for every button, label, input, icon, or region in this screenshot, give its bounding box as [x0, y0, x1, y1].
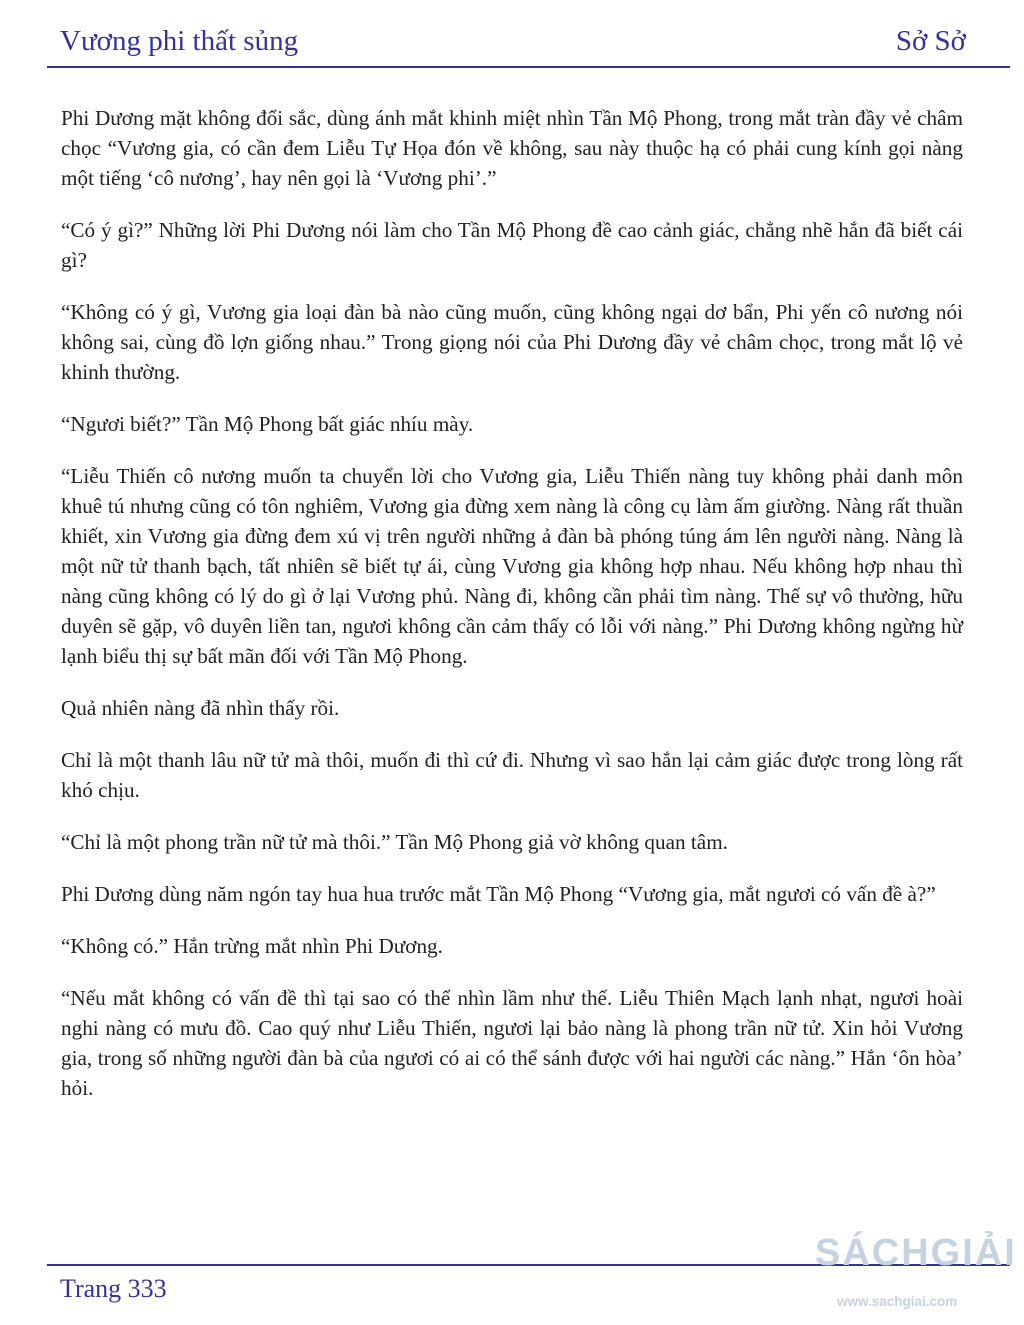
paragraph: “Có ý gì?” Những lời Phi Dương nói làm cho Tần Mộ Phong đề cao cảnh giác, chẳng nhẽ hắn đã biết cái gì? [61, 218, 963, 272]
paragraph: “Ngươi biết?” Tần Mộ Phong bất giác nhíu mày. [61, 412, 474, 436]
paragraph: “Nếu mắt không có vấn đề thì tại sao có thể nhìn lầm như thế. Liễu Thiên Mạch lạnh nhạt, ngươi hoài nghi nàng có mưu đồ. Cao quý như Liễu Thiến, ngươi lại bảo nàng là phong trần nữ tử. Xin hỏi Vương gia, trong số những người đàn bà của ngươi có ai có thể sánh được với hai người các nàng.” Hắn ‘ôn hòa’ hỏi. [61, 986, 963, 1100]
paragraph: “Liễu Thiến cô nương muốn ta chuyển lời cho Vương gia, Liễu Thiến nàng tuy không phải danh môn khuê tú nhưng cũng có tôn nghiêm, Vương gia đừng xem nàng là công cụ làm ấm giường. Nàng rất thuần khiết, xin Vương gia đừng đem xú vị trên người những ả đàn bà phóng túng ám lên người nàng. Nàng là một nữ tử thanh bạch, tất nhiên sẽ biết tự ái, cùng Vương gia không hợp nhau. Nếu không hợp nhau thì nàng cũng không có lý do gì ở lại Vương phủ. Nàng đi, không cần phải tìm nàng. Thế sự vô thường, hữu duyên sẽ gặp, vô duyên liền tan, ngươi không cần cảm thấy có lỗi với nàng.” Phi Dương không ngừng hừ lạnh biểu thị sự bất mãn đối với Tần Mộ Phong. [61, 464, 963, 668]
chapter-body [61, 103, 963, 1125]
paragraph: Phi Dương mặt không đổi sắc, dùng ánh mắt khinh miệt nhìn Tần Mộ Phong, trong mắt tràn đầy vẻ châm chọc “Vương gia, có cần đem Liễu Tự Họa đón về không, sau này thuộc hạ có phải cung kính gọi nàng một tiếng ‘cô nương’, hay nên gọi là ‘Vương phi’.” [61, 106, 963, 190]
page-number: Trang 333 [60, 1274, 167, 1303]
paragraph: Phi Dương dùng năm ngón tay hua hua trước mắt Tần Mộ Phong “Vương gia, mắt ngươi có vấn đề à?” [61, 882, 936, 906]
paragraph: “Không có.” Hắn trừng mắt nhìn Phi Dương. [61, 934, 443, 958]
header-divider [47, 66, 1010, 68]
paragraph: “Chỉ là một phong trần nữ tử mà thôi.” Tần Mộ Phong giả vờ không quan tâm. [61, 830, 728, 854]
watermark-logo: SÁCHGIẢI [815, 1232, 1017, 1274]
watermark-url: www.sachgiai.com [837, 1294, 958, 1309]
paragraph: Chỉ là một thanh lâu nữ tử mà thôi, muốn đi thì cứ đi. Nhưng vì sao hắn lại cảm giác được trong lòng rất khó chịu. [61, 748, 963, 802]
author-name: Sở Sở [895, 25, 966, 57]
paragraph: Quả nhiên nàng đã nhìn thấy rồi. [61, 696, 340, 720]
paragraph: “Không có ý gì, Vương gia loại đàn bà nào cũng muốn, cũng không ngại dơ bẩn, Phi yến cô nương nói không sai, cùng đồ lợn giống nhau.” Trong giọng nói của Phi Dương đầy vẻ châm chọc, trong mắt lộ vẻ khinh thường. [61, 300, 963, 384]
watermark [815, 1232, 1024, 1325]
book-title: Vương phi thất sủng [60, 25, 299, 57]
